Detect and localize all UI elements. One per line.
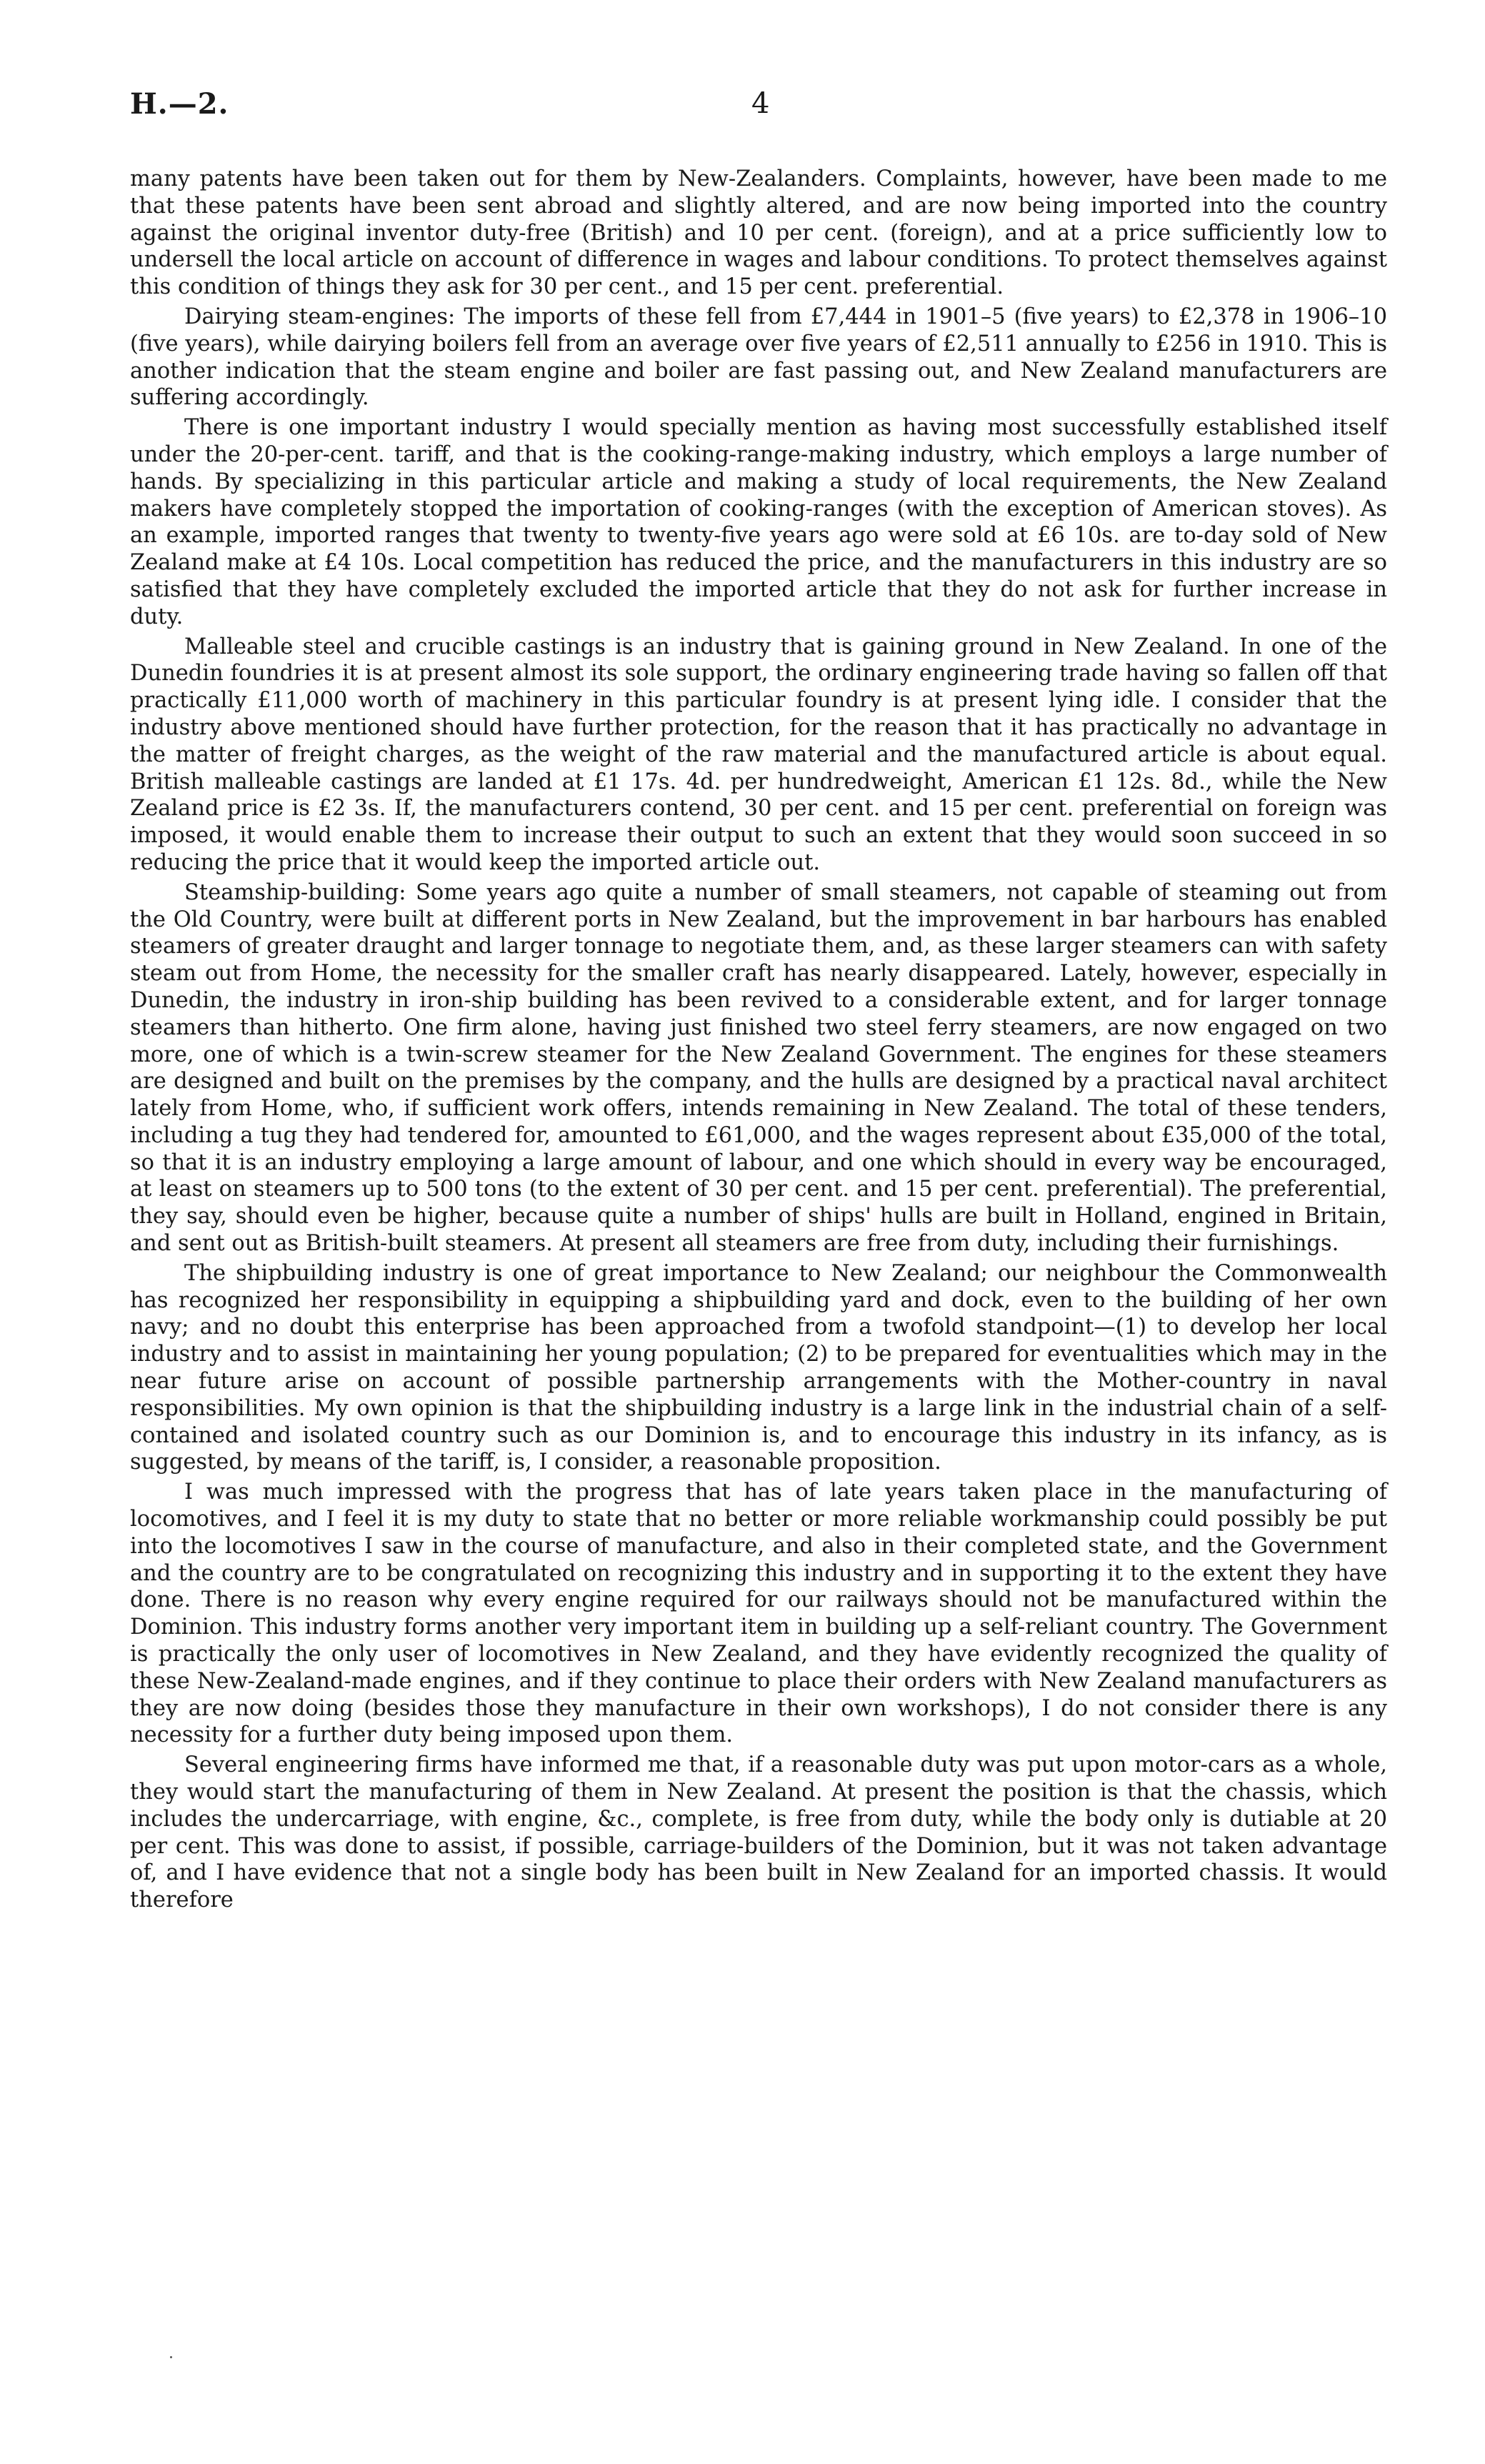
body-text bbox=[130, 166, 1387, 1917]
paragraph-motor-cars: Several engineering firms have informed me that, if a reasonable duty was put upon motor-cars as a whole, they would start the manufacturing of them in New Zealand. At present the position is that the chassis, which includes the undercarriage, with engine, &c., complete, is free from duty, while the body only is dutiable at 20 per cent. This was done to assist, if possible, carriage-builders of the Dominion, but it was not taken advantage of, and I have evidence that not a single body has been built in New Zealand for an imported chassis. It would therefore bbox=[130, 1752, 1387, 1913]
page-number: 4 bbox=[751, 87, 770, 120]
paragraph-cooking-ranges: There is one important industry I would specially mention as having most successfully established itself under the 20-per-cent. tariff, and that is the cooking-range-making industry, which employs a large number of hands. By specializing in this particular article and making a study of local requirements, the New Zealand makers have completely stopped the importation of cooking-ranges (with the exception of American stoves). As an example, imported ranges that twenty to twenty-five years ago were sold at £6 10s. are to-day sold of New Zealand make at £4 10s. Local competition has reduced the price, and the manufacturers in this industry are so satisfied that they have completely excluded the imported article that they do not ask for further increase in duty. bbox=[130, 415, 1387, 629]
document-reference: H.—2. bbox=[130, 87, 229, 121]
paragraph-malleable-castings: Malleable steel and crucible castings is an industry that is gaining ground in New Zealand. In one of the Dunedin foundries it is at present almost its sole support, the ordinary engineering trade having so fallen off that practically £11,000 worth of machinery in this particular foundry is at present lying idle. I consider that the industry above mentioned should have further protection, for the reason that it has practically no advantage in the matter of freight charges, as the weight of the raw material and the manufactured article is about equal. British malleable castings are landed at £1 17s. 4d. per hundredweight, American £1 12s. 8d., while the New Zealand price is £2 3s. If, the manufacturers contend, 30 per cent. and 15 per cent. preferential on foreign was imposed, it would enable them to increase their output to such an extent that they would soon succeed in so reducing the price that it would keep the imported article out. bbox=[130, 634, 1387, 875]
paragraph-dairying-steam-engines: Dairying steam-engines: The imports of these fell from £7,444 in 1901–5 (five years) to £2,378 in 1906–10 (five years), while dairying boilers fell from an average over five years of £2,511 annually to £256 in 1910. This is another indication that the steam engine and boiler are fast passing out, and New Zealand manufacturers are suffering accordingly. bbox=[130, 304, 1387, 411]
paragraph-shipbuilding-industry: The shipbuilding industry is one of great importance to New Zealand; our neighbour the Commonwealth has recognized her responsibility in equipping a shipbuilding yard and dock, even to the building of her own navy; and no doubt this enterprise has been approached from a twofold standpoint—(1) to develop her local industry and to assist in maintaining her young population; (2) to be prepared for eventualities which may in the near future arise on account of possible partnership arrangements with the Mother-country in naval responsibilities. My own opinion is that the shipbuilding industry is a large link in the industrial chain of a self-contained and isolated country such as our Dominion is, and to encourage this industry in its infancy, as is suggested, by means of the tariff, is, I consider, a reasonable proposition. bbox=[130, 1260, 1387, 1475]
paragraph-patents: many patents have been taken out for them by New-Zealanders. Complaints, however, have been made to me that these patents have been sent abroad and slightly altered, and are now being imported into the country against the original inventor duty-free (British) and 10 per cent. (foreign), and at a price sufficiently low to undersell the local article on account of difference in wages and labour conditions. To protect themselves against this condition of things they ask for 30 per cent., and 15 per cent. preferential. bbox=[130, 166, 1387, 300]
paper-speck bbox=[170, 2356, 172, 2358]
paragraph-locomotives: I was much impressed with the progress that has of late years taken place in the manufacturing of locomotives, and I feel it is my duty to state that no better or more reliable workmanship could possibly be put into the locomotives I saw in the course of manufacture, and also in their completed state, and the Government and the country are to be congratulated on recognizing this industry and in supporting it to the extent they have done. There is no reason why every engine required for our railways should not be manufactured within the Dominion. This industry forms another very important item in building up a self-reliant country. The Government is practically the only user of locomotives in New Zealand, and they have evidently recognized the quality of these New-Zealand-made engines, and if they continue to place their orders with New Zealand manufacturers as they are now doing (besides those they manufacture in their own workshops), I do not consider there is any necessity for a further duty being imposed upon them. bbox=[130, 1480, 1387, 1748]
page-header bbox=[130, 87, 1387, 130]
paragraph-steamship-building: Steamship-building: Some years ago quite a number of small steamers, not capable of steaming out from the Old Country, were built at different ports in New Zealand, but the improvement in bar harbours has enabled steamers of greater draught and larger tonnage to negotiate them, and, as these larger steamers can with safety steam out from Home, the necessity for the smaller craft has nearly disappeared. Lately, however, especially in Dunedin, the industry in iron-ship building has been revived to a considerable extent, and for larger tonnage steamers than hitherto. One firm alone, having just finished two steel ferry steamers, are now engaged on two more, one of which is a twin-screw steamer for the New Zealand Government. The engines for these steamers are designed and built on the premises by the company, and the hulls are designed by a practical naval architect lately from Home, who, if sufficient work offers, intends remaining in New Zealand. The total of these tenders, including a tug they had tendered for, amounted to £61,000, and the wages represent about £35,000 of the total, so that it is an industry employing a large amount of labour, and one which should in every way be encouraged, at least on steamers up to 500 tons (to the extent of 30 per cent. and 15 per cent. preferential). The preferential, they say, should even be higher, because quite a number of ships' hulls are built in Holland, engined in Britain, and sent out as British-built steamers. At present all steamers are free from duty, including their furnishings. bbox=[130, 879, 1387, 1257]
